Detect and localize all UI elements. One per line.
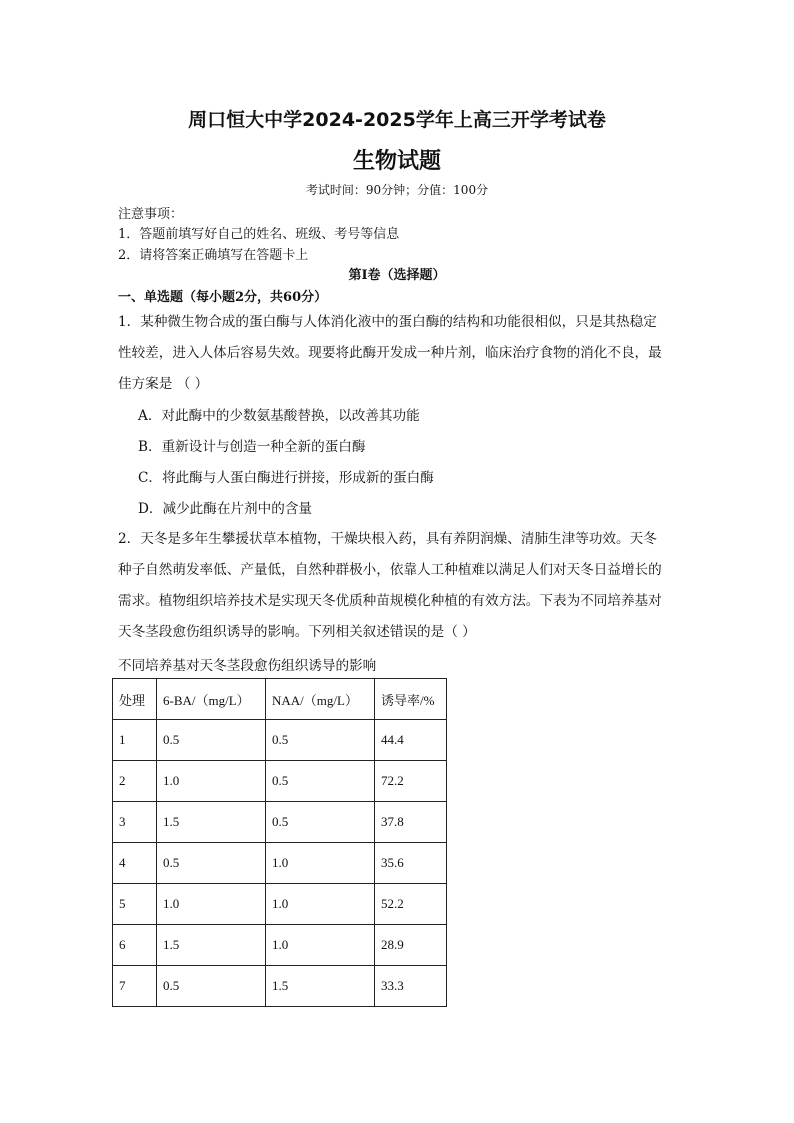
table-cell: 1.0	[157, 761, 266, 802]
table-cell: 6	[113, 925, 157, 966]
table-cell: 4	[113, 843, 157, 884]
notes-title: 注意事项：	[118, 207, 184, 222]
question-1-option-b: B．重新设计与创造一种全新的蛋白酶	[138, 439, 366, 455]
question-2-line: 种子自然萌发率低、产量低，自然种群极小，依靠人工种植难以满足人们对天冬日益增长的	[118, 562, 662, 578]
table-cell: 2	[113, 761, 157, 802]
table-cell: 35.6	[375, 843, 447, 884]
table-row	[113, 843, 447, 884]
table-row	[113, 761, 447, 802]
question-1-option-c: C．将此酶与人蛋白酶进行拼接，形成新的蛋白酶	[138, 470, 434, 486]
table-cell: 0.5	[157, 843, 266, 884]
table-cell: 37.8	[375, 802, 447, 843]
section-title: 一、单选题（每小题2分，共60分）	[118, 290, 328, 305]
table-cell: 0.5	[266, 720, 375, 761]
question-1-option-a: A．对此酶中的少数氨基酸替换，以改善其功能	[138, 408, 420, 424]
table-cell: 52.2	[375, 884, 447, 925]
question-1-line: 佳方案是 （ ）	[118, 376, 209, 392]
header-cell: 6-BA/（mg/L）	[157, 679, 266, 720]
table-cell: 0.5	[157, 720, 266, 761]
table-cell: 1.0	[266, 843, 375, 884]
question-1-stem	[118, 307, 662, 400]
table-cell: 1.0	[266, 925, 375, 966]
table-cell: 44.4	[375, 720, 447, 761]
table-cell: 28.9	[375, 925, 447, 966]
table-cell: 7	[113, 966, 157, 1007]
table-cell: 33.3	[375, 966, 447, 1007]
table-caption: 不同培养基对天冬茎段愈伤组织诱导的影响	[118, 658, 377, 674]
table-cell: 0.5	[157, 966, 266, 1007]
question-2-line: 天冬茎段愈伤组织诱导的影响。下列相关叙述错误的是（ ）	[118, 624, 476, 640]
table-cell: 1.5	[266, 966, 375, 1007]
table-row	[113, 884, 447, 925]
volume-title: 第Ⅰ卷（选择题）	[348, 268, 446, 283]
table-cell: 1.5	[157, 925, 266, 966]
question-2-stem	[118, 524, 662, 648]
question-1-line: 1．某种微生物合成的蛋白酶与人体消化液中的蛋白酶的结构和功能很相似，只是其热稳定	[118, 314, 657, 330]
table-cell: 5	[113, 884, 157, 925]
header-cell: 处理	[113, 679, 157, 720]
table-cell: 1.0	[266, 884, 375, 925]
table-cell: 1	[113, 720, 157, 761]
table-cell: 0.5	[266, 802, 375, 843]
question-2-line: 2．天冬是多年生攀援状草本植物，干燥块根入药，具有养阴润燥、清肺生津等功效。天冬	[118, 531, 657, 547]
table-row	[113, 720, 447, 761]
exam-subject: 生物试题	[352, 149, 441, 174]
table-row	[113, 802, 447, 843]
note-item: 2．请将答案正确填写在答题卡上	[118, 248, 309, 263]
table-cell: 0.5	[266, 761, 375, 802]
table-cell: 1.0	[157, 884, 266, 925]
header-cell: NAA/（mg/L）	[266, 679, 375, 720]
table-cell: 1.5	[157, 802, 266, 843]
note-item: 1．答题前填写好自己的姓名、班级、考号等信息	[118, 227, 400, 242]
table-cell: 3	[113, 802, 157, 843]
exam-title: 周口恒大中学2024-2025学年上高三开学考试卷	[188, 109, 606, 131]
header-cell: 诱导率/%	[375, 679, 447, 720]
table-header-row	[113, 679, 447, 720]
question-1-line: 性较差，进入人体后容易失效。现要将此酶开发成一种片剂，临床治疗食物的消化不良，最	[118, 345, 662, 361]
table-row	[113, 966, 447, 1007]
table-row	[113, 925, 447, 966]
induction-table	[112, 678, 447, 1007]
question-1-option-d: D．减少此酶在片剂中的含量	[138, 501, 313, 517]
table-cell: 72.2	[375, 761, 447, 802]
exam-info: 考试时间：90分钟；分值：100分	[305, 183, 489, 197]
question-2-line: 需求。植物组织培养技术是实现天冬优质种苗规模化种植的有效方法。下表为不同培养基对	[118, 593, 662, 609]
